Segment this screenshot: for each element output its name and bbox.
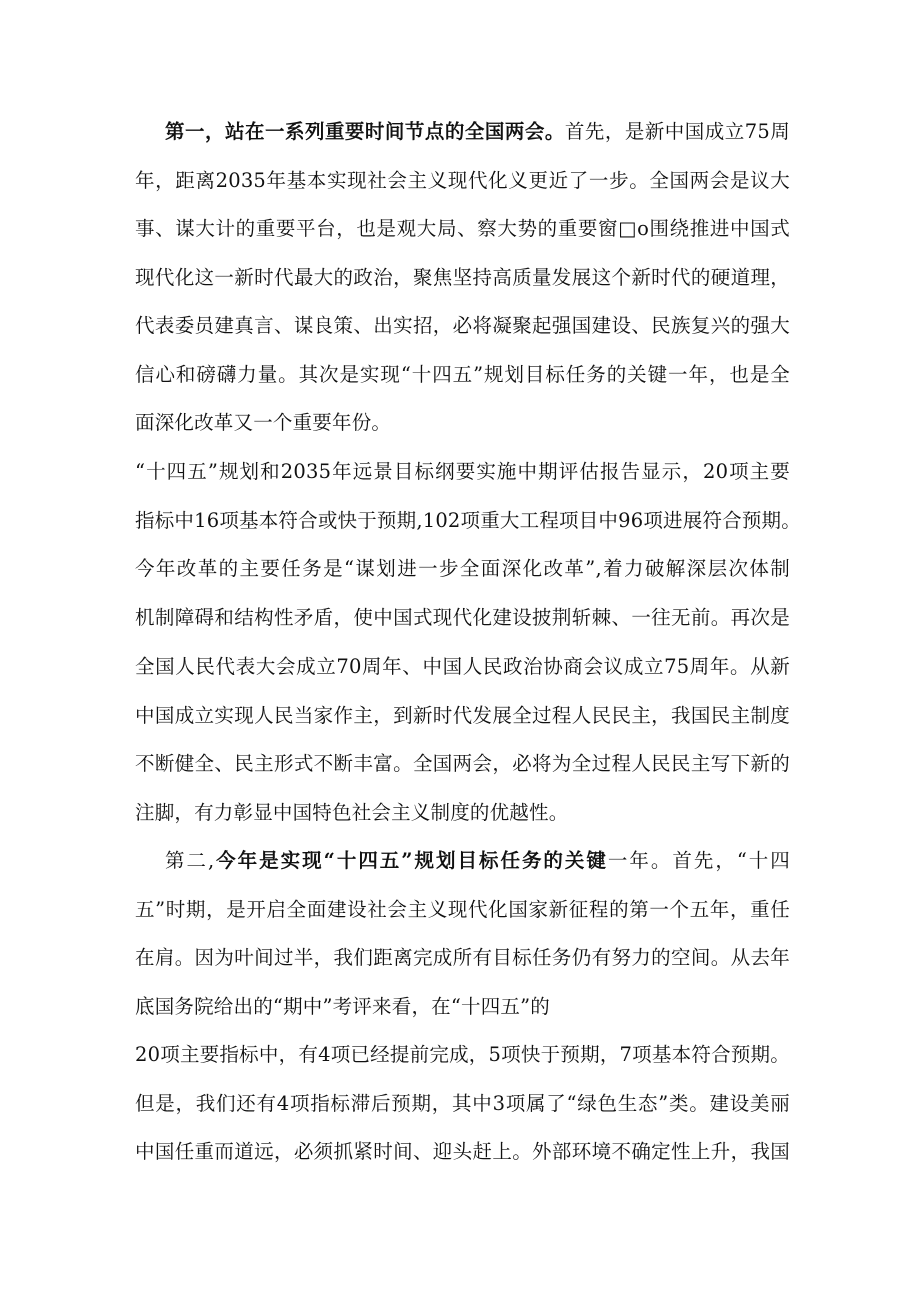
text-segment: 一年。首先，“十四 <box>607 849 790 872</box>
text-line <box>135 166 790 196</box>
text-segment: 底国务院给出的“期中”考评来看，在“十四五”的 <box>135 995 550 1018</box>
text-line <box>165 846 790 876</box>
text-line <box>135 603 790 633</box>
text-segment: 第二, <box>165 849 215 872</box>
text-segment: 指标中16项基本符合或快于预期,102项重大工程项目中96项进展符合预期。 <box>135 509 801 532</box>
text-segment: 首先，是新中国成立75周 <box>564 120 790 143</box>
text-segment: 中国任重而道远，必须抓紧时间、迎头赶上。外部环境不确定性上升，我国 <box>135 1140 790 1163</box>
text-segment: 中国成立实现人民当家作主，到新时代发展全过程人民民主，我国民主制度 <box>135 704 790 727</box>
text-segment: 机制障碍和结构性矛盾，使中国式现代化建设披荆斩棘、一往无前。再次是 <box>135 606 790 629</box>
text-line <box>135 1040 790 1070</box>
text-segment: 面深化改革又一个重要年份。 <box>135 411 392 434</box>
text-segment: 年，距离2035年基本实现社会主义现代化义更近了一步。全国两会是议大 <box>135 169 790 192</box>
text-segment: 注脚，有力彰显中国特色社会主义制度的优越性。 <box>135 801 569 824</box>
text-segment: 20项主要指标中，有4项已经提前完成，5项快于预期，7项基本符合预期。 <box>135 1043 790 1066</box>
text-line <box>135 1137 790 1167</box>
text-segment: 五”时期，是开启全面建设社会主义现代化国家新征程的第一个五年，重任 <box>135 898 790 921</box>
text-segment: 在肩。因为叶间过半，我们距离完成所有目标任务仍有努力的空间。从去年 <box>135 946 790 969</box>
text-line <box>135 1089 790 1119</box>
text-line <box>135 652 790 682</box>
text-line <box>135 408 790 438</box>
text-line <box>135 895 790 925</box>
text-segment: “十四五”规划和2035年远景目标纲要实施中期评估报告显示，20项主要 <box>135 460 790 483</box>
text-line <box>135 798 790 828</box>
text-line <box>135 943 790 973</box>
text-line <box>135 749 790 779</box>
text-line <box>135 360 790 390</box>
text-line <box>135 506 801 536</box>
text-line <box>135 701 790 731</box>
text-segment: 现代化这一新时代最大的政治，聚焦坚持高质量发展这个新时代的硬道理， <box>135 266 790 289</box>
text-line <box>135 992 790 1022</box>
text-line <box>135 457 790 487</box>
text-line <box>135 214 790 244</box>
bold-text-segment: 第一，站在一系列重要时间节点的全国两会。 <box>165 120 565 143</box>
text-line <box>135 311 790 341</box>
text-segment: 全国人民代表大会成立70周年、中国人民政治协商会议成立75周年。从新 <box>135 655 790 678</box>
text-segment: 今年改革的主要任务是“谋划进一步全面深化改革”,着力破解深层次体制 <box>135 557 790 580</box>
text-segment: 但是，我们还有4项指标滞后预期，其中3项属了“绿色生态”类。建设美丽 <box>135 1092 790 1115</box>
text-segment: 信心和磅礴力量。其次是实现“十四五”规划目标任务的关键一年，也是全 <box>135 363 790 386</box>
bold-text-segment: 今年是实现“十四五”规划目标任务的关键 <box>214 849 608 872</box>
text-line <box>165 117 790 147</box>
text-line <box>135 554 790 584</box>
text-segment: 事、谋大计的重要平台，也是观大局、察大势的重要窗□o围绕推进中国式 <box>135 217 790 240</box>
text-line <box>135 263 790 293</box>
text-segment: 不断健全、民主形式不断丰富。全国两会，必将为全过程人民民主写下新的 <box>135 752 790 775</box>
text-segment: 代表委员建真言、谋良策、出实招，必将凝聚起强国建设、民族复兴的强大 <box>135 314 790 337</box>
